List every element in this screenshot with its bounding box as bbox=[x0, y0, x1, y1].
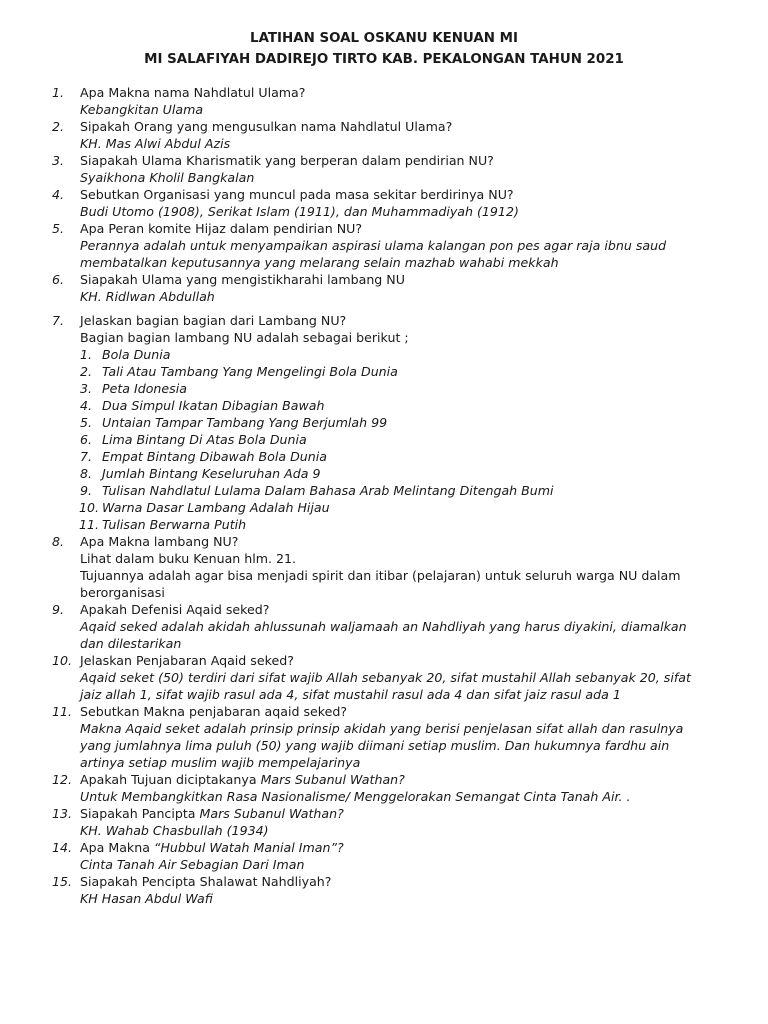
question-number: 9. bbox=[52, 602, 65, 617]
list-item-number: 7. bbox=[80, 449, 93, 464]
list-item bbox=[52, 448, 742, 465]
question-text-italic: “Hubbul Watah Manial Iman”? bbox=[153, 840, 344, 855]
answer-text: KH. Wahab Chasbullah (1934) bbox=[80, 823, 269, 838]
question-number: 1. bbox=[52, 85, 65, 100]
question-9 bbox=[52, 601, 742, 652]
question-15 bbox=[52, 873, 742, 907]
list-item-text: Bola Dunia bbox=[102, 347, 171, 362]
question-text: Siapakah Ulama yang mengistikharahi lambang NU bbox=[80, 272, 405, 287]
list-item-text: Jumlah Bintang Keseluruhan Ada 9 bbox=[102, 466, 321, 481]
list-item bbox=[52, 346, 742, 363]
question-text: Sipakah Orang yang mengusulkan nama Nahdlatul Ulama? bbox=[80, 119, 453, 134]
question-7 bbox=[52, 312, 742, 533]
question-1 bbox=[52, 84, 742, 118]
answer-text: Makna Aqaid seket adalah prinsip prinsip akidah yang berisi penjelasan sifat allah dan rasulnya bbox=[80, 721, 684, 736]
question-text-italic: Mars Subanul Wathan? bbox=[199, 806, 344, 821]
question-text: Apa Peran komite Hijaz dalam pendirian NU? bbox=[80, 221, 363, 236]
question-number: 13. bbox=[52, 806, 73, 821]
answer-text: artinya setiap muslim wajib mempelajarinya bbox=[80, 755, 361, 770]
question-text: Apakah Tujuan diciptakanya bbox=[80, 772, 261, 787]
question-text: Apa Makna lambang NU? bbox=[80, 534, 239, 549]
list-item-number: 8. bbox=[80, 466, 93, 481]
question-8 bbox=[52, 533, 742, 601]
list-item bbox=[52, 397, 742, 414]
question-2 bbox=[52, 118, 742, 152]
question-10 bbox=[52, 652, 742, 703]
question-text: Sebutkan Makna penjabaran aqaid seked? bbox=[80, 704, 348, 719]
list-item-number: 10. bbox=[79, 500, 100, 515]
answer-text: Untuk Membangkitkan Rasa Nasionalisme/ Menggelorakan Semangat Cinta Tanah Air. . bbox=[80, 789, 631, 804]
list-item-number: 6. bbox=[80, 432, 93, 447]
list-item bbox=[52, 482, 742, 499]
answer-text: yang jumlahnya lima puluh (50) yang wajib diimani setiap muslim. Dan hukumnya fardhu ain bbox=[80, 738, 670, 753]
answer-text: Aqaid seket (50) terdiri dari sifat wajib Allah sebanyak 20, sifat mustahil Allah sebanyak 20, sifat bbox=[80, 670, 691, 685]
answer-text: KH. Mas Alwi Abdul Azis bbox=[80, 136, 231, 151]
list-item bbox=[52, 465, 742, 482]
question-text: Jelaskan Penjabaran Aqaid seked? bbox=[80, 653, 294, 668]
answer-text: Budi Utomo (1908), Serikat Islam (1911), dan Muhammadiyah (1912) bbox=[80, 204, 519, 219]
question-number: 6. bbox=[52, 272, 65, 287]
list-item-number: 5. bbox=[80, 415, 93, 430]
question-14 bbox=[52, 839, 742, 873]
question-text-italic: Mars Subanul Wathan? bbox=[260, 772, 405, 787]
list-item-number: 4. bbox=[80, 398, 93, 413]
question-5 bbox=[52, 220, 742, 271]
question-text: Apakah Defenisi Aqaid seked? bbox=[80, 602, 270, 617]
answer-text: Tujuannya adalah agar bisa menjadi spirit dan itibar (pelajaran) untuk seluruh warga NU dalam bbox=[80, 568, 681, 583]
question-number: 3. bbox=[52, 153, 65, 168]
question-11 bbox=[52, 703, 742, 771]
question-number: 2. bbox=[52, 119, 65, 134]
question-number: 10. bbox=[52, 653, 73, 668]
title-line-2: MI SALAFIYAH DADIREJO TIRTO KAB. PEKALONGAN TAHUN 2021 bbox=[144, 52, 624, 67]
list-item-text: Lima Bintang Di Atas Bola Dunia bbox=[102, 432, 307, 447]
list-item bbox=[52, 363, 742, 380]
question-number: 4. bbox=[52, 187, 65, 202]
answer-text: Syaikhona Kholil Bangkalan bbox=[80, 170, 255, 185]
question-list bbox=[52, 84, 742, 907]
answer-text: Perannya adalah untuk menyampaikan aspirasi ulama kalangan pon pes agar raja ibnu saud bbox=[80, 238, 667, 253]
list-item-text: Tali Atau Tambang Yang Mengelingi Bola Dunia bbox=[102, 364, 398, 379]
answer-text: jaiz allah 1, sifat wajib rasul ada 4, sifat mustahil rasul ada 4 dan sifat jaiz rasul ada 1 bbox=[80, 687, 621, 702]
question-text: Siapakah Ulama Kharismatik yang berperan dalam pendirian NU? bbox=[80, 153, 494, 168]
list-item-text: Tulisan Nahdlatul Lulama Dalam Bahasa Arab Melintang Ditengah Bumi bbox=[102, 483, 554, 498]
list-item-text: Tulisan Berwarna Putih bbox=[102, 517, 247, 532]
answer-text: KH Hasan Abdul Wafi bbox=[80, 891, 213, 906]
question-text: Apa Makna bbox=[80, 840, 154, 855]
question-text: Sebutkan Organisasi yang muncul pada masa sekitar berdirinya NU? bbox=[80, 187, 514, 202]
answer-text: berorganisasi bbox=[80, 585, 165, 600]
question-number: 11. bbox=[52, 704, 73, 719]
list-item bbox=[52, 414, 742, 431]
answer-text: membatalkan keputusannya yang melarang selain mazhab wahabi mekkah bbox=[80, 255, 559, 270]
list-item-number: 3. bbox=[80, 381, 93, 396]
answer-text: KH. Ridlwan Abdullah bbox=[80, 289, 215, 304]
document-title bbox=[0, 28, 768, 70]
list-item bbox=[52, 499, 742, 516]
list-item-text: Untaian Tampar Tambang Yang Berjumlah 99 bbox=[102, 415, 388, 430]
question-12 bbox=[52, 771, 742, 805]
question-13 bbox=[52, 805, 742, 839]
list-item-text: Warna Dasar Lambang Adalah Hijau bbox=[102, 500, 330, 515]
question-text: Siapakah Pancipta bbox=[80, 806, 200, 821]
list-item-text: Empat Bintang Dibawah Bola Dunia bbox=[102, 449, 327, 464]
list-item-number: 9. bbox=[80, 483, 93, 498]
question-number: 5. bbox=[52, 221, 65, 236]
question-number: 8. bbox=[52, 534, 65, 549]
list-item-text: Dua Simpul Ikatan Dibagian Bawah bbox=[102, 398, 325, 413]
list-item bbox=[52, 431, 742, 448]
spacer bbox=[52, 305, 742, 312]
question-number: 15. bbox=[52, 874, 73, 889]
list-item bbox=[52, 380, 742, 397]
question-number: 7. bbox=[52, 313, 65, 328]
list-item-number: 2. bbox=[80, 364, 93, 379]
question-3 bbox=[52, 152, 742, 186]
answer-intro: Bagian bagian lambang NU adalah sebagai berikut ; bbox=[80, 330, 409, 345]
list-item bbox=[52, 516, 742, 533]
question-number: 14. bbox=[52, 840, 73, 855]
answer-text: Aqaid seked adalah akidah ahlussunah waljamaah an Nahdliyah yang harus diyakini, diamalkan bbox=[80, 619, 687, 634]
list-item-number: 11. bbox=[79, 517, 100, 532]
title-line-1: LATIHAN SOAL OSKANU KENUAN MI bbox=[250, 31, 518, 46]
answer-text: dan dilestarikan bbox=[80, 636, 182, 651]
question-6 bbox=[52, 271, 742, 305]
question-4 bbox=[52, 186, 742, 220]
question-text: Apa Makna nama Nahdlatul Ulama? bbox=[80, 85, 306, 100]
question-text: Jelaskan bagian bagian dari Lambang NU? bbox=[80, 313, 347, 328]
answer-text: Lihat dalam buku Kenuan hlm. 21. bbox=[80, 551, 297, 566]
question-text: Siapakah Pencipta Shalawat Nahdliyah? bbox=[80, 874, 332, 889]
question-number: 12. bbox=[52, 772, 73, 787]
list-item-text: Peta Idonesia bbox=[102, 381, 187, 396]
answer-text: Cinta Tanah Air Sebagian Dari Iman bbox=[80, 857, 305, 872]
list-item-number: 1. bbox=[80, 347, 93, 362]
answer-text: Kebangkitan Ulama bbox=[80, 102, 204, 117]
